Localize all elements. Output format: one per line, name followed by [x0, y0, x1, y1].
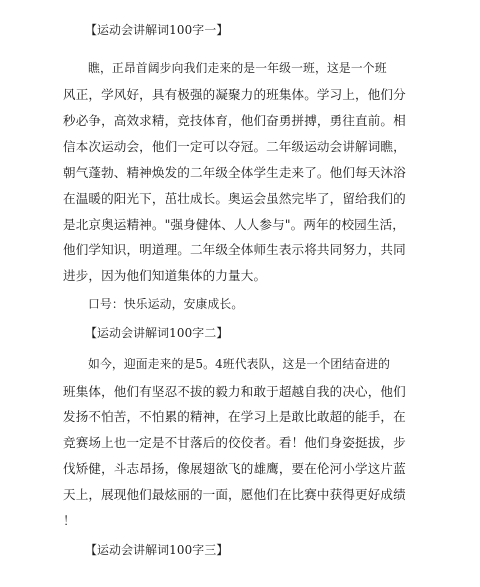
section-2-paragraph-line: 天上，展现他们最炫丽的一面，愿他们在比赛中获得更好成绩	[63, 487, 406, 502]
section-1-paragraph-line: 在温暖的阳光下，茁壮成长。奥运会虽然完毕了，留给我们的	[63, 191, 406, 206]
section-1-paragraph-line: 是北京奥运精神。"强身健体、人人参与"。两年的校园生活，	[63, 217, 405, 232]
section-1-paragraph-line: 信本次运动会，他们一定可以夺冠。二年级运动会讲解词瞧，	[63, 139, 406, 154]
section-1-paragraph-line: 风正，学风好，具有极强的凝聚力的班集体。学习上，他们分	[63, 87, 406, 102]
section-2-paragraph-line: 发扬不怕苦，不怕累的精神，在学习上是敢比敢超的能手，在	[63, 409, 406, 424]
section-3-heading: 【运动会讲解词100字三】	[85, 543, 229, 557]
section-2-paragraph-line: 班集体，他们有坚忍不拔的毅力和敢于超越自我的决心，他们	[63, 384, 406, 399]
section-1-paragraph-line: 秒必争，高效求精，竞技体育，他们奋勇拼搏，勇往直前。相	[63, 113, 406, 128]
section-1-heading: 【运动会讲解词100字一】	[85, 23, 229, 37]
section-2-paragraph-line: ！	[63, 513, 76, 528]
section-2-paragraph-line: 伐矫健，斗志昂扬，像展翅欲飞的雄鹰，要在伦河小学这片蓝	[63, 461, 406, 476]
section-2-heading: 【运动会讲解词100字二】	[85, 326, 229, 340]
section-1-slogan: 口号：快乐运动，安康成长。	[88, 297, 244, 311]
section-2-paragraph-line: 竞赛场上也一定是不甘落后的佼佼者。看！他们身姿挺拔，步	[63, 435, 406, 450]
section-1-paragraph-line: 进步，因为他们知道集体的力量大。	[63, 268, 267, 283]
section-1-paragraph-line: 他们学知识，明道理。二年级全体师生表示将共同努力，共同	[63, 242, 406, 257]
section-2-paragraph-line: 如今，迎面走来的是5。4班代表队，这是一个团结奋进的	[88, 357, 391, 371]
section-1-paragraph-line: 瞧，正昂首阔步向我们走来的是一年级一班，这是一个班	[88, 61, 387, 75]
section-1-paragraph-line: 朝气蓬勃、精神焕发的二年级全体学生走来了。他们每天沐浴	[63, 165, 406, 180]
